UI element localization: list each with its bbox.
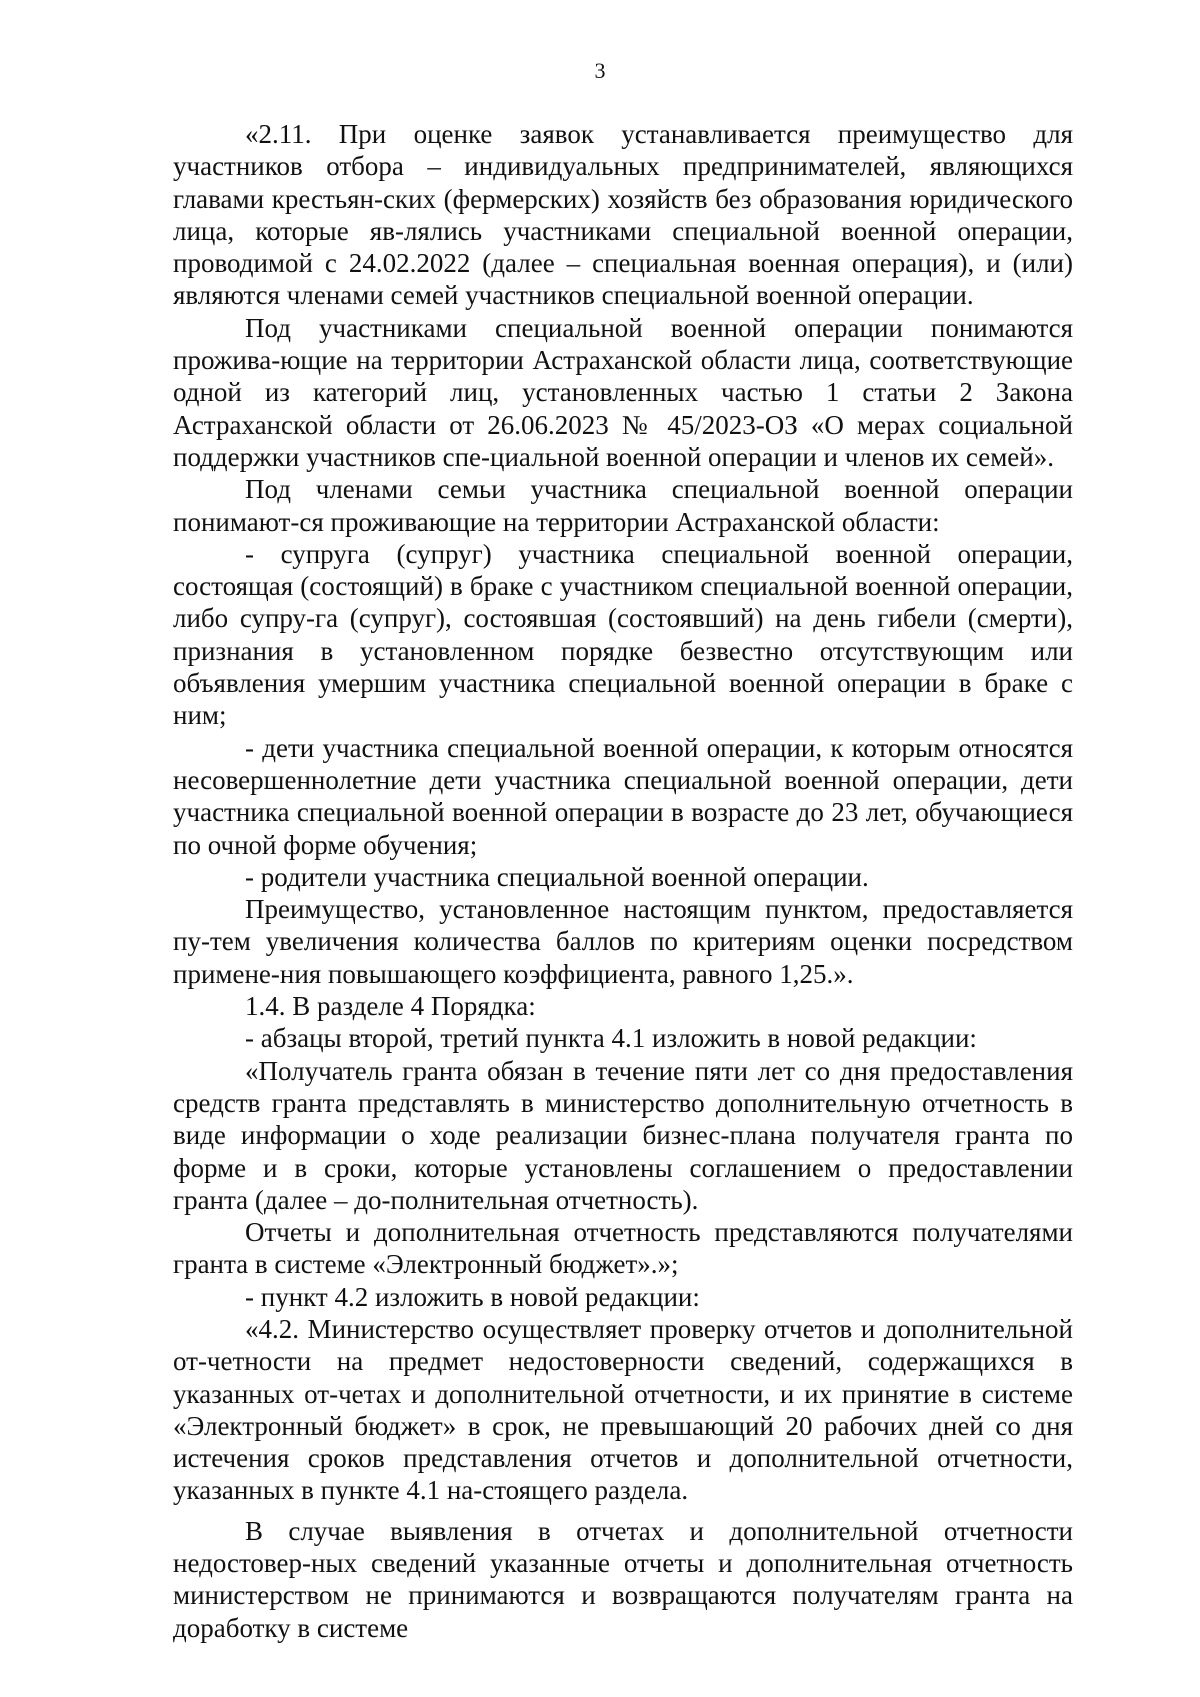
paragraph-grant-reporting: «Получатель гранта обязан в течение пяти лет со дня предоставления средств гранта представлять в министерство дополнительную отчетность в виде информации о ходе реализации бизнес-плана получателя гранта по форме и в сроки, которые установлены соглашением о предоставлении гранта (далее – до-полнительная отчетность).: [173, 1055, 1073, 1215]
paragraph-invalid-data: В случае выявления в отчетах и дополнительной отчетности недостовер-ных сведений указанные отчеты и дополнительная отчетность министерством не принимаются и возвращаются получателям гранта на доработку в системе: [173, 1515, 1073, 1643]
list-item-children: - дети участника специальной военной операции, к которым относятся несовершеннолетние дети участника специальной военной операции, дети участника специальной военной операции в возрасте до 23 лет, обучающиеся по очной форме обучения;: [173, 732, 1073, 860]
paragraph-reports-system: Отчеты и дополнительная отчетность представляются получателями гранта в системе «Электронный бюджет».»;: [173, 1217, 1073, 1280]
list-item-section-4-1: - абзацы второй, третий пункта 4.1 изложить в новой редакции:: [245, 1023, 977, 1054]
paragraph-1-4: 1.4. В разделе 4 Порядка:: [245, 991, 536, 1022]
paragraph-advantage-coefficient: Преимущество, установленное настоящим пунктом, предоставляется пу-тем увеличения количества баллов по критериям оценки посредством примене-ния повышающего коэффициента, равного 1,25.».: [173, 894, 1073, 989]
paragraph-2-11: «2.11. При оценке заявок устанавливается преимущество для участников отбора – индивидуальных предпринимателей, являющихся главами крестьян-ских (фермерских) хозяйств без образования юридического лица, которые яв-лялись участниками специальной военной операции, проводимой с 24.02.2022 (далее – специальная военная операция), и (или) являются членами семей участников специальной военной операции.: [173, 119, 1073, 311]
list-item-spouse: - супруга (супруг) участника специальной военной операции, состоящая (состоящий) в браке с участником специальной военной операции, либо супру-га (супруг), состоявшая (состоявший) на день гибели (смерти), признания в установленном порядке безвестно отсутствующим или объявления умершим участника специальной военной операции в браке с ним;: [173, 538, 1073, 731]
page-number: 3: [594, 58, 606, 83]
list-item-parents: - родители участника специальной военной операции.: [245, 861, 869, 892]
paragraph-svo-participants: Под участниками специальной военной операции понимаются прожива-ющие на территории Астраханской области лица, соответствующие одной из категорий лиц, установленных частью 1 статьи 2 Закона Астраханской области от 26.06.2023 № 45/2023-ОЗ «О мерах социальной поддержки участников спе-циальной военной операции и членов их семей».: [173, 312, 1073, 472]
paragraph-4-2: «4.2. Министерство осуществляет проверку отчетов и дополнительной от-четности на предмет недостоверности сведений, содержащихся в указанных от-четах и дополнительной отчетности, и их принятие в системе «Электронный бюджет» в срок, не превышающий 20 рабочих дней со дня истечения сроков представления отчетов и дополнительной отчетности, указанных в пункте 4.1 на-стоящего раздела.: [173, 1313, 1073, 1506]
document-body: [173, 118, 1073, 1644]
list-item-section-4-2: - пункт 4.2 изложить в новой редакции:: [245, 1281, 700, 1312]
paragraph-family-members: Под членами семьи участника специальной военной операции понимают-ся проживающие на территории Астраханской области:: [173, 474, 1073, 537]
